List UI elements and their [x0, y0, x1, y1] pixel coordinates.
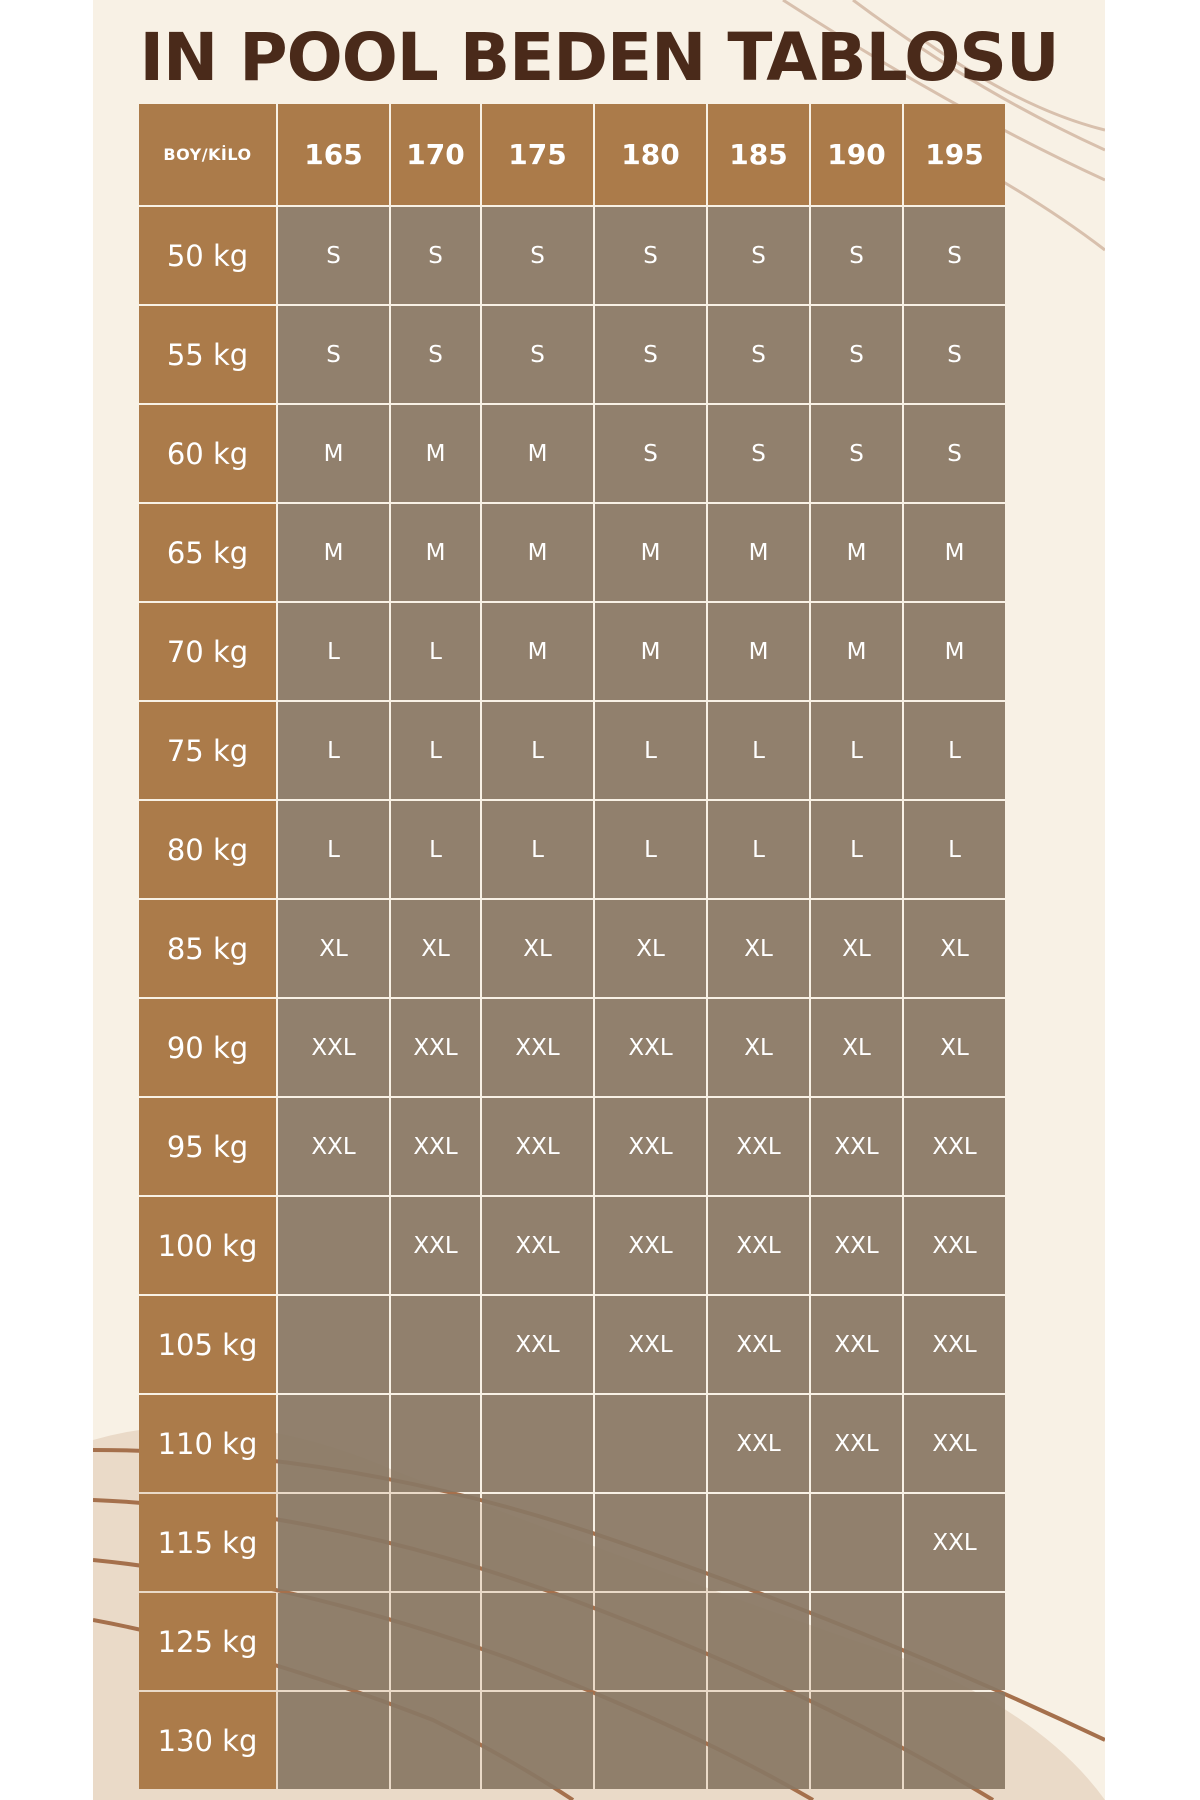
size-cell: M: [595, 504, 706, 601]
size-cell: XL: [595, 900, 706, 997]
size-cell: [391, 1494, 480, 1591]
size-cell: XXL: [904, 1098, 1005, 1195]
size-cell: XXL: [708, 1296, 809, 1393]
size-cell: XL: [811, 900, 902, 997]
size-cell: [708, 1593, 809, 1690]
weight-label: 100 kg: [139, 1197, 276, 1294]
size-cell: XXL: [482, 1296, 593, 1393]
table-row: [139, 504, 1005, 601]
size-cell: XL: [904, 900, 1005, 997]
height-header: 175: [482, 104, 593, 205]
size-cell: M: [482, 405, 593, 502]
size-cell: S: [391, 306, 480, 403]
weight-label: 50 kg: [139, 207, 276, 304]
weight-label: 105 kg: [139, 1296, 276, 1393]
size-cell: L: [595, 702, 706, 799]
table-row: [139, 1692, 1005, 1789]
table-row: [139, 900, 1005, 997]
size-cell: XXL: [595, 999, 706, 1096]
size-cell: [595, 1395, 706, 1492]
size-cell: L: [811, 702, 902, 799]
size-cell: S: [811, 306, 902, 403]
table-row: [139, 801, 1005, 898]
size-cell: S: [708, 306, 809, 403]
size-cell: M: [708, 504, 809, 601]
size-cell: [482, 1593, 593, 1690]
height-header: 190: [811, 104, 902, 205]
size-cell: L: [278, 603, 389, 700]
size-cell: L: [482, 801, 593, 898]
size-cell: S: [595, 306, 706, 403]
size-cell: L: [482, 702, 593, 799]
size-cell: S: [904, 207, 1005, 304]
size-cell: L: [391, 603, 480, 700]
size-cell: [595, 1593, 706, 1690]
weight-label: 85 kg: [139, 900, 276, 997]
size-cell: XXL: [904, 1395, 1005, 1492]
size-cell: XXL: [482, 1197, 593, 1294]
size-cell: S: [278, 306, 389, 403]
size-cell: S: [278, 207, 389, 304]
height-header: 195: [904, 104, 1005, 205]
size-cell: L: [595, 801, 706, 898]
weight-label: 65 kg: [139, 504, 276, 601]
size-cell: M: [391, 504, 480, 601]
size-cell: M: [482, 504, 593, 601]
chart-title: IN POOL BEDEN TABLOSU: [139, 19, 1059, 96]
size-cell: S: [708, 207, 809, 304]
size-cell: XXL: [904, 1197, 1005, 1294]
size-cell: XXL: [278, 1098, 389, 1195]
corner-label: BOY/KİLO: [139, 104, 276, 205]
size-cell: XL: [278, 900, 389, 997]
size-cell: L: [278, 702, 389, 799]
size-cell: L: [708, 702, 809, 799]
size-cell: XL: [708, 999, 809, 1096]
weight-label: 130 kg: [139, 1692, 276, 1789]
size-cell: XL: [811, 999, 902, 1096]
table-row: [139, 603, 1005, 700]
size-cell: XXL: [904, 1494, 1005, 1591]
height-header: 165: [278, 104, 389, 205]
table-row: [139, 1098, 1005, 1195]
height-header: 185: [708, 104, 809, 205]
size-cell: XL: [482, 900, 593, 997]
size-cell: S: [482, 207, 593, 304]
size-cell: L: [278, 801, 389, 898]
size-cell: L: [391, 801, 480, 898]
size-cell: XXL: [708, 1197, 809, 1294]
size-cell: M: [811, 504, 902, 601]
size-cell: M: [904, 504, 1005, 601]
size-cell: L: [391, 702, 480, 799]
weight-label: 110 kg: [139, 1395, 276, 1492]
weight-label: 60 kg: [139, 405, 276, 502]
size-cell: XXL: [391, 1197, 480, 1294]
header-row: [139, 104, 1005, 205]
size-cell: S: [904, 405, 1005, 502]
size-cell: [482, 1494, 593, 1591]
size-cell: [482, 1395, 593, 1492]
size-cell: L: [904, 702, 1005, 799]
size-cell: M: [391, 405, 480, 502]
size-cell: XXL: [904, 1296, 1005, 1393]
size-cell: [391, 1692, 480, 1789]
weight-label: 125 kg: [139, 1593, 276, 1690]
size-cell: M: [904, 603, 1005, 700]
size-cell: XXL: [482, 999, 593, 1096]
table-row: [139, 306, 1005, 403]
size-cell: [904, 1593, 1005, 1690]
table-row: [139, 1197, 1005, 1294]
table-row: [139, 405, 1005, 502]
size-cell: [708, 1494, 809, 1591]
size-cell: M: [278, 405, 389, 502]
size-cell: XXL: [811, 1197, 902, 1294]
size-cell: XXL: [708, 1395, 809, 1492]
size-cell: [278, 1494, 389, 1591]
table-row: [139, 1395, 1005, 1492]
size-cell: [811, 1494, 902, 1591]
size-cell: M: [811, 603, 902, 700]
size-cell: [595, 1692, 706, 1789]
size-cell: S: [811, 207, 902, 304]
table-row: [139, 207, 1005, 304]
size-cell: S: [708, 405, 809, 502]
size-cell: XXL: [811, 1296, 902, 1393]
size-cell: [278, 1197, 389, 1294]
table-row: [139, 702, 1005, 799]
weight-label: 115 kg: [139, 1494, 276, 1591]
table-row: [139, 999, 1005, 1096]
table-row: [139, 1296, 1005, 1393]
table-row: [139, 1494, 1005, 1591]
size-chart-poster: [93, 0, 1105, 1800]
size-cell: S: [595, 207, 706, 304]
size-cell: [278, 1593, 389, 1690]
table-body: [139, 207, 1005, 1789]
height-header: 180: [595, 104, 706, 205]
size-cell: M: [708, 603, 809, 700]
size-cell: [391, 1296, 480, 1393]
size-cell: XXL: [595, 1098, 706, 1195]
size-cell: S: [595, 405, 706, 502]
size-cell: XXL: [391, 999, 480, 1096]
size-cell: S: [482, 306, 593, 403]
size-cell: XL: [904, 999, 1005, 1096]
size-cell: [391, 1395, 480, 1492]
size-cell: XXL: [811, 1395, 902, 1492]
size-cell: S: [904, 306, 1005, 403]
size-cell: XL: [708, 900, 809, 997]
size-cell: L: [708, 801, 809, 898]
size-cell: [595, 1494, 706, 1591]
size-cell: XL: [391, 900, 480, 997]
size-cell: [482, 1692, 593, 1789]
size-cell: [708, 1692, 809, 1789]
size-cell: [811, 1692, 902, 1789]
size-cell: XXL: [811, 1098, 902, 1195]
size-cell: [811, 1593, 902, 1690]
weight-label: 90 kg: [139, 999, 276, 1096]
size-cell: [904, 1692, 1005, 1789]
size-cell: XXL: [278, 999, 389, 1096]
size-cell: XXL: [391, 1098, 480, 1195]
weight-label: 70 kg: [139, 603, 276, 700]
size-cell: L: [904, 801, 1005, 898]
size-cell: S: [811, 405, 902, 502]
size-cell: L: [811, 801, 902, 898]
size-cell: M: [482, 603, 593, 700]
weight-label: 75 kg: [139, 702, 276, 799]
weight-label: 55 kg: [139, 306, 276, 403]
size-cell: [391, 1593, 480, 1690]
size-cell: [278, 1296, 389, 1393]
size-cell: XXL: [482, 1098, 593, 1195]
size-cell: XXL: [595, 1296, 706, 1393]
size-cell: S: [391, 207, 480, 304]
size-cell: [278, 1395, 389, 1492]
height-header: 170: [391, 104, 480, 205]
size-cell: XXL: [708, 1098, 809, 1195]
weight-label: 80 kg: [139, 801, 276, 898]
size-table: [137, 102, 1007, 1791]
table-row: [139, 1593, 1005, 1690]
size-cell: XXL: [595, 1197, 706, 1294]
size-cell: M: [595, 603, 706, 700]
size-cell: M: [278, 504, 389, 601]
weight-label: 95 kg: [139, 1098, 276, 1195]
size-cell: [278, 1692, 389, 1789]
